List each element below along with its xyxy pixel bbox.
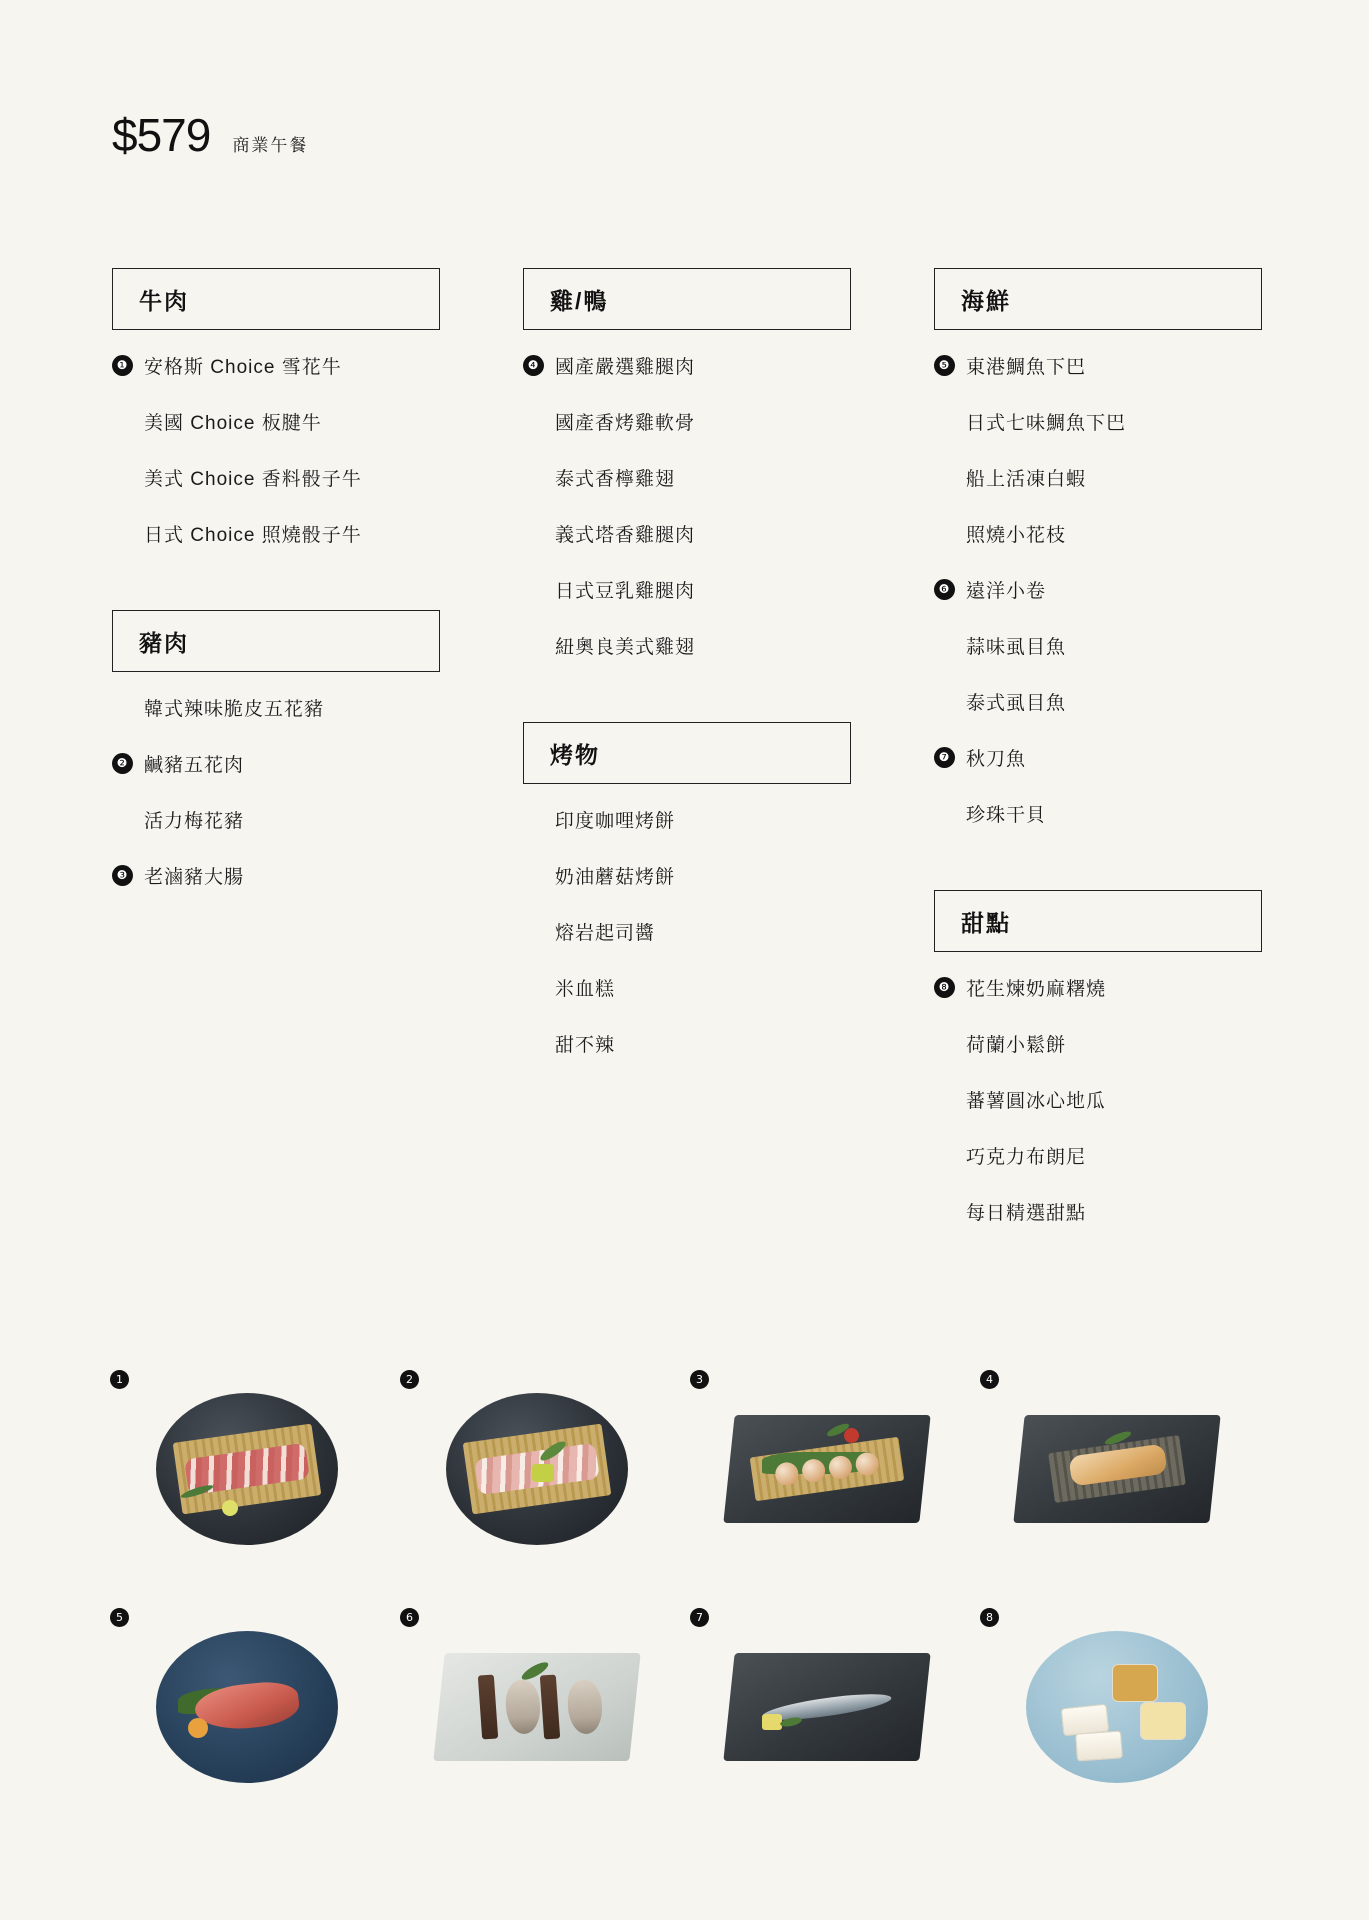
item-label: 美國 Choice 板腱牛 — [144, 413, 322, 434]
list-item[interactable] — [523, 352, 851, 408]
item-label: 甜不辣 — [555, 1035, 616, 1056]
photo-saury — [718, 1614, 936, 1799]
item-number-badge — [523, 411, 544, 432]
item-number-badge — [934, 411, 955, 432]
item-number-badge — [934, 1145, 955, 1166]
photo-chicken-thigh — [1008, 1376, 1226, 1561]
item-number-badge — [934, 1089, 955, 1110]
list-item[interactable] — [112, 694, 440, 750]
gallery-cell[interactable] — [400, 1608, 690, 1808]
gallery-row-2 — [110, 1608, 1270, 1808]
section-items-pork — [112, 672, 440, 918]
list-item[interactable] — [934, 1198, 1262, 1254]
list-item[interactable] — [523, 632, 851, 688]
section-chicken-duck — [523, 268, 851, 688]
roll-piece — [828, 1454, 854, 1480]
item-label: 船上活凍白蝦 — [966, 469, 1087, 490]
tomato-garnish — [844, 1428, 859, 1443]
list-item[interactable] — [523, 862, 851, 918]
list-item[interactable] — [523, 408, 851, 464]
photo-number-badge: 6 — [400, 1608, 419, 1627]
spacer — [934, 856, 1262, 890]
item-label: 義式塔香雞腿肉 — [555, 525, 696, 546]
item-number-badge: ❷ — [112, 753, 133, 774]
item-number-badge: ❼ — [934, 747, 955, 768]
list-item[interactable] — [523, 1030, 851, 1086]
gallery-cell[interactable] — [690, 1370, 980, 1570]
item-number-badge — [523, 809, 544, 830]
photo-number-badge: 5 — [110, 1608, 129, 1627]
gallery-cell[interactable] — [400, 1370, 690, 1570]
gallery-cell[interactable] — [980, 1370, 1270, 1570]
section-title: 海鮮 — [961, 287, 1011, 314]
list-item[interactable] — [934, 352, 1262, 408]
item-label: 安格斯 Choice 雪花牛 — [144, 357, 342, 378]
item-number-badge — [112, 411, 133, 432]
item-label: 米血糕 — [555, 979, 616, 1000]
price-subtitle: 商業午餐 — [232, 136, 309, 155]
item-number-badge — [934, 635, 955, 656]
item-number-badge: ❶ — [112, 355, 133, 376]
item-label: 泰式香檸雞翅 — [555, 469, 676, 490]
item-label: 印度咖哩烤餅 — [555, 811, 676, 832]
section-grilled — [523, 722, 851, 1086]
price-label: $579 — [112, 109, 211, 161]
photo-number-badge: 1 — [110, 1370, 129, 1389]
list-item[interactable] — [112, 352, 440, 408]
item-number-badge: ❻ — [934, 579, 955, 600]
menu-column-1 — [112, 268, 440, 1254]
section-items-grilled — [523, 784, 851, 1086]
list-item[interactable] — [934, 632, 1262, 688]
menu-header — [112, 108, 308, 162]
roll-piece — [801, 1457, 827, 1483]
section-header-pork — [112, 610, 440, 672]
list-item[interactable] — [112, 750, 440, 806]
section-title: 烤物 — [550, 741, 600, 768]
item-number-badge — [934, 1201, 955, 1222]
item-number-badge — [934, 691, 955, 712]
roll-piece — [774, 1461, 800, 1487]
list-item[interactable] — [934, 464, 1262, 520]
item-number-badge: ❹ — [523, 355, 544, 376]
list-item[interactable] — [112, 862, 440, 918]
list-item[interactable] — [934, 576, 1262, 632]
item-label: 蒜味虱目魚 — [966, 637, 1067, 658]
item-label: 國產嚴選雞腿肉 — [555, 357, 696, 378]
citrus-garnish — [188, 1718, 208, 1738]
item-label: 巧克力布朗尼 — [966, 1147, 1087, 1168]
list-item[interactable] — [523, 576, 851, 632]
item-label: 日式豆乳雞腿肉 — [555, 581, 696, 602]
item-label: 秋刀魚 — [966, 749, 1027, 770]
item-number-badge — [523, 865, 544, 886]
item-label: 活力梅花豬 — [144, 811, 245, 832]
list-item[interactable] — [112, 464, 440, 520]
menu-columns — [112, 268, 1262, 1254]
item-number-badge — [523, 977, 544, 998]
section-items-beef — [112, 330, 440, 576]
list-item[interactable] — [934, 520, 1262, 576]
item-number-badge — [112, 697, 133, 718]
lemon-garnish — [222, 1500, 238, 1516]
section-header-grilled — [523, 722, 851, 784]
section-pork — [112, 610, 440, 918]
list-item[interactable] — [934, 1142, 1262, 1198]
item-number-badge — [934, 523, 955, 544]
item-number-badge: ❸ — [112, 865, 133, 886]
item-number-badge — [523, 523, 544, 544]
item-label: 國產香烤雞軟骨 — [555, 413, 696, 434]
gallery-row-1 — [110, 1370, 1270, 1570]
menu-column-2 — [523, 268, 851, 1254]
gallery-cell[interactable] — [110, 1608, 400, 1808]
photo-number-badge: 2 — [400, 1370, 419, 1389]
item-number-badge — [112, 523, 133, 544]
list-item[interactable] — [934, 1030, 1262, 1086]
dish-photo-gallery — [110, 1370, 1270, 1846]
list-item[interactable] — [523, 918, 851, 974]
item-label: 蕃薯圓冰心地瓜 — [966, 1091, 1107, 1112]
section-beef — [112, 268, 440, 576]
item-label: 熔岩起司醬 — [555, 923, 656, 944]
section-header-beef — [112, 268, 440, 330]
photo-number-badge: 7 — [690, 1608, 709, 1627]
photo-number-badge: 4 — [980, 1370, 999, 1389]
item-label: 遠洋小卷 — [966, 581, 1047, 602]
list-item[interactable] — [112, 806, 440, 862]
section-header-seafood — [934, 268, 1262, 330]
list-item[interactable] — [523, 974, 851, 1030]
section-items-dessert — [934, 952, 1262, 1254]
item-number-badge — [112, 809, 133, 830]
item-number-badge — [523, 579, 544, 600]
item-number-badge — [934, 467, 955, 488]
section-header-dessert — [934, 890, 1262, 952]
item-label: 泰式虱目魚 — [966, 693, 1067, 714]
spacer — [112, 576, 440, 610]
mochi-piece — [1075, 1730, 1123, 1761]
list-item[interactable] — [934, 1086, 1262, 1142]
item-label: 奶油蘑菇烤餅 — [555, 867, 676, 888]
gallery-cell[interactable] — [110, 1370, 400, 1570]
photo-snapper-jaw — [138, 1614, 356, 1799]
list-item[interactable] — [112, 520, 440, 576]
item-number-badge — [523, 467, 544, 488]
section-title: 雞/鴨 — [550, 287, 609, 314]
list-item[interactable] — [523, 464, 851, 520]
item-label: 日式七味鯛魚下巴 — [966, 413, 1127, 434]
photo-mochi-dessert — [1008, 1614, 1226, 1799]
list-item[interactable] — [934, 974, 1262, 1030]
section-title: 甜點 — [961, 909, 1011, 936]
item-label: 照燒小花枝 — [966, 525, 1067, 546]
item-label: 珍珠干貝 — [966, 805, 1047, 826]
photo-number-badge: 3 — [690, 1370, 709, 1389]
list-item[interactable] — [112, 408, 440, 464]
condensed-milk-bowl — [1140, 1702, 1186, 1740]
section-items-chicken-duck — [523, 330, 851, 688]
item-label: 花生煉奶麻糬燒 — [966, 979, 1107, 1000]
photo-number-badge: 8 — [980, 1608, 999, 1627]
lemon-garnish — [762, 1714, 782, 1730]
gallery-cell[interactable] — [980, 1608, 1270, 1808]
item-number-badge — [523, 1033, 544, 1054]
item-label: 韓式辣味脆皮五花豬 — [144, 699, 325, 720]
list-item[interactable] — [523, 806, 851, 862]
menu-column-3 — [934, 268, 1262, 1254]
item-number-badge — [934, 1033, 955, 1054]
item-label: 東港鯛魚下巴 — [966, 357, 1087, 378]
photo-pork-belly — [428, 1376, 646, 1561]
list-item[interactable] — [934, 408, 1262, 464]
pickle-garnish — [532, 1464, 554, 1482]
item-number-badge — [523, 635, 544, 656]
list-item[interactable] — [934, 688, 1262, 744]
section-dessert — [934, 890, 1262, 1254]
section-header-chicken-duck — [523, 268, 851, 330]
item-label: 美式 Choice 香料骰子牛 — [144, 469, 362, 490]
section-items-seafood — [934, 330, 1262, 856]
section-seafood — [934, 268, 1262, 856]
section-title: 牛肉 — [139, 287, 189, 314]
gallery-cell[interactable] — [690, 1608, 980, 1808]
photo-pork-intestine — [718, 1376, 936, 1561]
photo-squid — [428, 1614, 646, 1799]
photo-beef-marbled — [138, 1376, 356, 1561]
item-label: 老滷豬大腸 — [144, 867, 245, 888]
item-label: 荷蘭小鬆餅 — [966, 1035, 1067, 1056]
item-number-badge — [523, 921, 544, 942]
item-number-badge — [112, 467, 133, 488]
item-label: 每日精選甜點 — [966, 1203, 1087, 1224]
item-number-badge: ❺ — [934, 355, 955, 376]
item-number-badge: ❽ — [934, 977, 955, 998]
item-label: 日式 Choice 照燒骰子牛 — [144, 525, 362, 546]
spacer — [523, 688, 851, 722]
list-item[interactable] — [934, 800, 1262, 856]
list-item[interactable] — [523, 520, 851, 576]
item-label: 鹹豬五花肉 — [144, 755, 245, 776]
list-item[interactable] — [934, 744, 1262, 800]
item-number-badge — [934, 803, 955, 824]
peanut-powder-bowl — [1112, 1664, 1158, 1702]
section-title: 豬肉 — [139, 629, 189, 656]
roll-piece — [854, 1451, 880, 1477]
item-label: 紐奧良美式雞翅 — [555, 637, 696, 658]
